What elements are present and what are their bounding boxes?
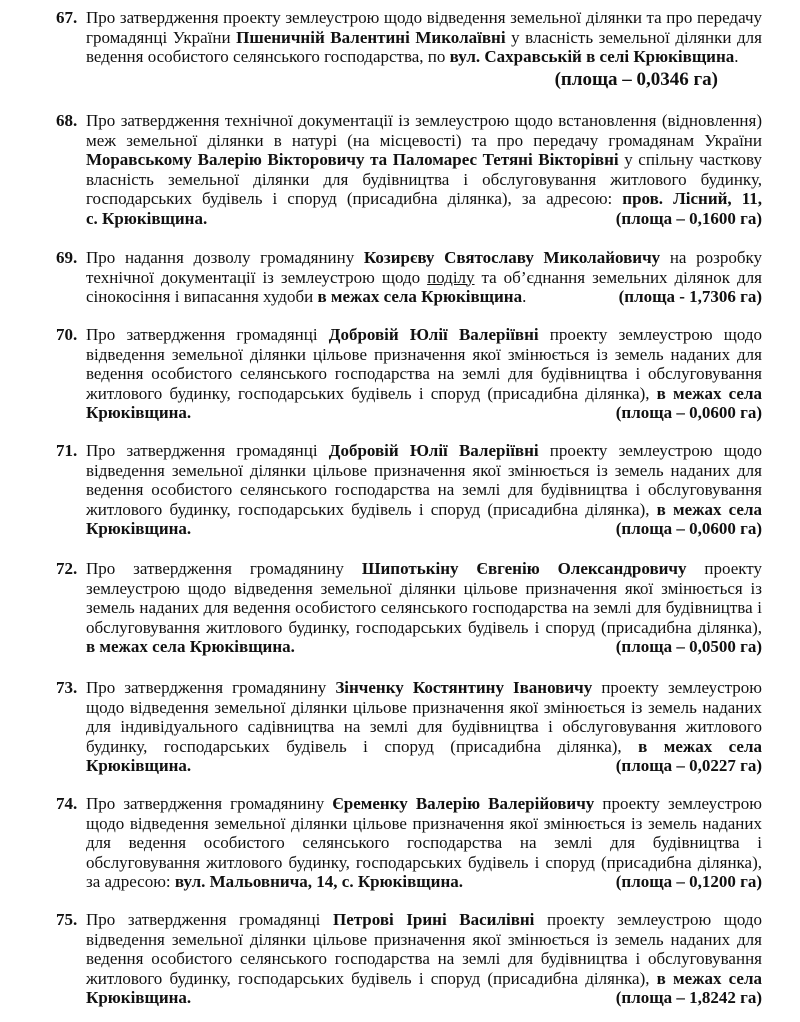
text-line <box>86 519 762 539</box>
item-text <box>86 559 762 657</box>
item-text <box>86 910 762 1008</box>
text-line <box>86 131 762 151</box>
bold-text: в межах села Крюківщина. <box>86 637 295 656</box>
line-content <box>86 930 762 949</box>
text-line <box>86 637 762 657</box>
text-segment: ведення особистого селянського господарства, по <box>86 47 450 66</box>
line-content <box>86 579 762 598</box>
text-line <box>86 268 762 288</box>
text-line <box>86 618 762 638</box>
decision-item-69 <box>56 248 762 307</box>
line-content <box>86 910 762 929</box>
item-number: 70. <box>56 325 78 344</box>
line-content <box>86 441 762 460</box>
text-segment: обслуговування житлового будинку, господарських будівель і споруд (присадибна ділянка), <box>86 852 762 872</box>
item-text <box>86 441 762 539</box>
text-segment: щодо відведення земельної ділянки цільове призначення якої змінюється із земель наданих <box>86 697 762 717</box>
item-text <box>86 8 762 89</box>
text-line <box>86 559 762 579</box>
decision-item-71 <box>56 441 762 539</box>
item-text <box>86 794 762 892</box>
line-content <box>86 248 762 267</box>
line-content <box>86 637 295 657</box>
text-segment: . <box>522 287 527 306</box>
text-line <box>86 441 762 461</box>
bold-text: вул. Сахравській в селі Крюківщина <box>449 47 735 66</box>
text-line <box>86 579 762 599</box>
text-line <box>86 384 762 404</box>
line-content <box>86 111 762 130</box>
item-number: 71. <box>56 441 78 460</box>
line-content <box>86 287 526 307</box>
text-line <box>86 698 762 718</box>
text-segment: проекту землеустрою щодо <box>538 325 762 344</box>
text-segment: ведення особистого селянського господарства на землі для будівництва і обслуговування <box>86 480 762 499</box>
line-content <box>86 833 762 852</box>
bold-text: с. Крюківщина. <box>86 208 208 228</box>
text-segment: відведення земельної ділянки цільове призначення якої змінюється із земель наданих для <box>86 929 762 949</box>
text-line <box>86 678 762 698</box>
line-content <box>86 756 191 776</box>
item-text <box>86 248 762 307</box>
decision-item-73 <box>56 678 762 776</box>
bold-text: Крюківщина. <box>86 988 192 1007</box>
text-segment: ведення особистого селянського господарства на землі для будівництва і обслуговування <box>86 949 762 968</box>
area-value: (площа – 0,1600 га) <box>615 208 762 228</box>
line-content <box>86 131 762 150</box>
text-segment: Про надання дозволу громадянину <box>86 248 364 267</box>
bold-text: Крюківщина. <box>86 519 192 538</box>
text-line <box>86 598 762 618</box>
area-value: (площа – 0,0227 га) <box>615 756 762 775</box>
bold-text: в межах села <box>656 968 762 988</box>
line-content <box>86 345 762 364</box>
text-line <box>86 930 762 950</box>
line-content <box>86 598 762 617</box>
decision-item-74 <box>56 794 762 892</box>
bold-text: Шипотькіну Євгенію Олександровичу <box>361 559 687 578</box>
text-segment: проекту землеустрою <box>592 678 762 697</box>
text-line <box>86 364 762 384</box>
text-segment: сінокосіння і випасання худоби <box>86 287 318 306</box>
text-line <box>86 461 762 481</box>
line-content <box>86 403 191 423</box>
text-segment: за адресою: <box>86 872 175 891</box>
line-content <box>86 969 762 988</box>
text-line <box>86 737 762 757</box>
text-segment: обслуговування житлового будинку, господарських будівель і споруд (присадибна ділянка), <box>86 617 762 637</box>
bold-text: Петрові Ірині Василівні <box>332 910 535 929</box>
text-line <box>86 833 762 853</box>
item-row <box>56 8 762 89</box>
line-content <box>86 872 463 892</box>
text-segment: на розробку <box>660 248 763 267</box>
line-content <box>86 461 762 480</box>
text-line <box>86 949 762 969</box>
text-segment: та об’єднання земельних ділянок для <box>474 267 762 287</box>
text-line <box>86 8 762 28</box>
item-text <box>86 678 762 776</box>
item-number: 69. <box>56 248 78 267</box>
text-line <box>86 345 762 365</box>
line-content <box>86 717 762 736</box>
line-content <box>86 480 762 499</box>
text-line <box>86 287 762 307</box>
text-line <box>86 209 762 229</box>
text-segment: житлового будинку, господарських будівель і споруд (присадибна ділянка), <box>86 383 657 403</box>
text-segment: господарських будівель і споруд (присадибна ділянка), за адресою: <box>86 189 623 208</box>
text-segment: громадянці України <box>86 27 237 47</box>
text-segment: технічної документації із землеустрою щодо <box>86 267 428 287</box>
item-row <box>56 678 762 776</box>
decision-item-70 <box>56 325 762 423</box>
line-content <box>86 189 762 208</box>
text-segment: для індивідуального садівництва на землі для будівництва і обслуговування житлового <box>86 717 762 736</box>
bold-text: Добровій Юлії Валеріївні <box>328 441 539 460</box>
text-segment: щодо відведення земельної ділянки цільове призначення якої змінюється із земель наданих <box>86 813 762 833</box>
text-segment: проекту <box>686 559 763 578</box>
line-content <box>86 814 762 833</box>
line-content <box>86 559 762 578</box>
line-content <box>86 794 762 813</box>
line-content <box>86 678 762 697</box>
area-value: (площа – 1,8242 га) <box>615 988 762 1007</box>
line-content <box>86 325 762 344</box>
text-segment: власність земельної ділянки для будівництва і обслуговування житлового будинку, <box>86 169 762 189</box>
text-segment: земель наданих для ведення особистого селянського господарства на землі для будівництва і <box>86 598 762 617</box>
text-segment: житлового будинку, господарських будівель і споруд (присадибна ділянка), <box>86 968 657 988</box>
bold-text: в межах села <box>638 736 763 756</box>
area-value: (площа – 0,0600 га) <box>615 403 762 422</box>
item-text <box>86 111 762 228</box>
line-content <box>86 28 762 47</box>
item-number: 72. <box>56 559 78 578</box>
bold-text: пров. Лісний, 11, <box>622 189 763 208</box>
line-content <box>86 47 739 67</box>
bold-text: Пшеничній Валентині Миколаївні <box>236 27 506 47</box>
item-row <box>56 794 762 892</box>
text-line <box>86 150 762 170</box>
decision-item-75 <box>56 910 762 1008</box>
bold-text: Зінченку Костянтину Івановичу <box>335 678 593 697</box>
area-value: (площа – 0,0500 га) <box>615 637 762 656</box>
text-line <box>86 872 762 892</box>
line-content <box>86 364 762 383</box>
text-line <box>86 189 762 209</box>
item-row <box>56 441 762 539</box>
text-line <box>86 325 762 345</box>
item-number: 68. <box>56 111 78 130</box>
text-segment: . <box>734 47 739 66</box>
line-content <box>86 268 762 287</box>
bold-text: в межах села <box>656 383 762 403</box>
text-segment: Про затвердження технічної документації із землеустрою щодо встановлення (відновлення) <box>86 111 762 130</box>
item-text <box>86 325 762 423</box>
text-segment: будинку, господарських будівель і споруд (присадибна ділянка), <box>86 736 639 756</box>
bold-text: Єременку Валерію Валерійовичу <box>332 794 595 813</box>
item-row <box>56 559 762 657</box>
text-line <box>86 480 762 500</box>
text-segment: Про затвердження проекту землеустрою щодо відведення земельної ділянки та про передачу <box>86 8 762 27</box>
line-content <box>86 853 762 872</box>
bold-text: Крюківщина. <box>86 756 192 775</box>
text-line <box>86 111 762 131</box>
line-content <box>86 150 762 169</box>
area-value: (площа – 0,1200 га) <box>615 872 762 891</box>
area-value: (площа – 0,0346 га) <box>554 68 718 90</box>
text-segment: Про затвердження громадянину <box>86 559 362 578</box>
text-segment: поділу <box>427 267 475 287</box>
item-number: 74. <box>56 794 78 813</box>
text-line <box>86 814 762 834</box>
text-line <box>86 717 762 737</box>
line-content <box>86 988 191 1008</box>
text-line <box>86 988 762 1008</box>
bold-text: Крюківщина. <box>86 403 192 422</box>
item-number: 75. <box>56 910 78 929</box>
line-content <box>86 209 207 229</box>
text-line <box>86 969 762 989</box>
text-line <box>86 756 762 776</box>
item-row <box>56 111 762 228</box>
line-content <box>86 170 762 189</box>
bold-text: Добровій Юлії Валеріївні <box>328 325 539 344</box>
bold-text: вул. Мальовнича, 14, с. Крюківщина. <box>174 872 463 891</box>
line-content <box>86 519 191 539</box>
item-row <box>56 248 762 307</box>
text-segment: у спільну часткову <box>618 150 762 169</box>
text-line <box>86 403 762 423</box>
text-segment: Про затвердження громадянину <box>86 794 333 813</box>
text-segment: проекту землеустрою щодо <box>538 441 762 460</box>
area-value: (площа - 1,7306 га) <box>618 287 762 306</box>
bold-text: Козирєву Святославу Миколайовичу <box>363 248 661 267</box>
line-content <box>86 949 762 968</box>
item-row <box>56 325 762 423</box>
text-line <box>86 47 762 67</box>
text-segment: меж земельної ділянки в натурі (на місцевості) та про передачу громадянам України <box>86 130 762 150</box>
bold-text: в межах села Крюківщина <box>317 287 523 306</box>
text-line <box>86 248 762 268</box>
line-content <box>86 500 762 519</box>
decision-item-68 <box>56 111 762 228</box>
bold-text: Моравському Валерію Вікторовичу та Паломарес Тетяні Вікторівні <box>86 150 619 169</box>
text-segment: проекту землеустрою щодо <box>534 910 762 929</box>
text-segment: Про затвердження громадянці <box>86 325 329 344</box>
text-segment: відведення земельної ділянки цільове призначення якої змінюється із земель наданих для <box>86 460 762 480</box>
text-line <box>86 170 762 190</box>
text-segment: Про затвердження громадянину <box>86 678 336 697</box>
item-number: 73. <box>56 678 78 697</box>
text-line <box>86 500 762 520</box>
text-segment: проекту землеустрою <box>594 794 762 813</box>
bold-text: в межах села <box>656 499 762 519</box>
line-content <box>86 618 762 637</box>
text-segment: землеустрою щодо відведення земельної ділянки цільове призначення якої змінюється із <box>86 578 762 598</box>
line-content <box>86 8 762 27</box>
line-content <box>86 698 762 717</box>
item-row <box>56 910 762 1008</box>
text-segment: Про затвердження громадянці <box>86 910 333 929</box>
decision-item-72 <box>56 559 762 657</box>
decision-item-67 <box>56 8 762 89</box>
text-segment: відведення земельної ділянки цільове призначення якої змінюється із земель наданих для <box>86 344 762 364</box>
area-value: (площа – 0,0600 га) <box>615 519 762 538</box>
line-content <box>86 384 762 403</box>
text-segment: ведення особистого селянського господарства на землі для будівництва і обслуговування <box>86 364 762 383</box>
text-line <box>86 910 762 930</box>
line-content <box>86 737 762 756</box>
item-number: 67. <box>56 8 78 27</box>
text-line <box>86 28 762 48</box>
text-segment: у власність земельної ділянки для <box>505 27 762 47</box>
text-line <box>86 853 762 873</box>
text-segment: для ведення особистого селянського господарства на землі для будівництва і <box>86 833 762 852</box>
text-line <box>86 794 762 814</box>
text-segment: Про затвердження громадянці <box>86 441 329 460</box>
text-segment: житлового будинку, господарських будівель і споруд (присадибна ділянка), <box>86 499 657 519</box>
